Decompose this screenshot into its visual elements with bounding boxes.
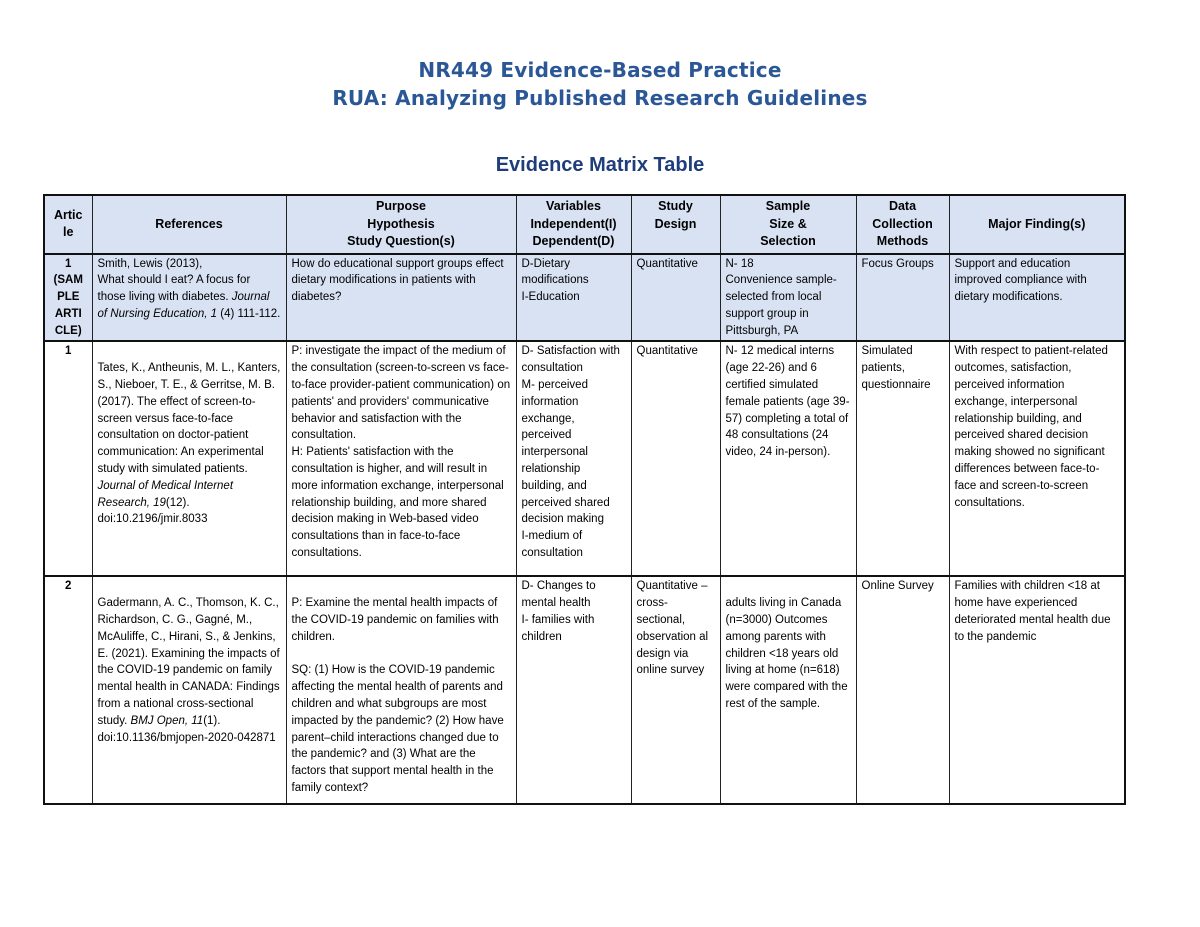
table-header-row — [44, 195, 1125, 254]
reference-cell — [92, 576, 286, 804]
variable-text: I-Education — [521, 291, 580, 304]
header-data-collection — [856, 195, 949, 254]
reference-journal: Journal of Medical Internet Research, 19 — [97, 479, 234, 509]
header-design-line: Study — [658, 199, 693, 214]
variable-text: D- Changes to mental health — [521, 580, 596, 610]
article-line: ARTI — [54, 307, 82, 320]
sample-text: Convenience sample- selected from local support group in Pittsburgh, PA — [725, 274, 837, 337]
purpose-cell — [286, 254, 516, 342]
findings-cell: Families with children <18 at home have experienced deteriorated mental health due to the pandemic — [949, 576, 1125, 804]
findings-cell: With respect to patient-related outcomes, satisfaction, perceived information exchange, interpersonal relationship building, and perceived shared decision making showed no significant differences between face-to-face and screen-to-screen consultations. — [949, 341, 1125, 576]
purpose-text: H: Patients' satisfaction with the consultation is higher, and will result in more information exchange, interpersonal relationship building, and more shared decision making in Web-based video consultations than in face-to-face consultations. — [291, 446, 504, 560]
header-article: Artic le — [44, 195, 92, 254]
purpose-text: P: Examine the mental health impacts of the COVID-19 pandemic on families with children. — [291, 597, 499, 643]
header-references: References — [92, 195, 286, 254]
header-data-line: Methods — [876, 234, 929, 248]
reference-text: (4) 111-112. — [220, 307, 281, 320]
header-variables-line: Dependent(D) — [532, 234, 615, 248]
reference-text: (1). doi:10.1136/bmjopen-2020-042871 — [97, 714, 276, 744]
purpose-text: SQ: (1) How is the COVID-19 pandemic affecting the mental health of parents and children and what subgroups are most impacted by the pandemic? (2) How have parent–child interactions changed due to the pandemic? and (3) What are the factors that support mental health in the family context? — [291, 664, 504, 795]
variables-cell — [516, 576, 631, 804]
matrix-title: Evidence Matrix Table — [495, 154, 705, 176]
variables-cell — [516, 254, 631, 342]
reference-text: Gadermann, A. C., Thomson, K. C., Richardson, C. G., Gagné, M., McAuliffe, C., Hirani, S., & Jenkins, E. (2021). Examining the impacts of the COVID-19 pandemic on family mental health in CANADA: Findings from a national cross-sectional study. — [97, 597, 280, 727]
purpose-text: How do educational support groups effect dietary modifications in patients with diabetes? — [291, 257, 504, 304]
table-row — [44, 341, 1125, 576]
article-line: 1 — [65, 257, 72, 270]
table-row — [44, 254, 1125, 342]
article-line: (SAM — [53, 274, 83, 287]
evidence-matrix-table — [43, 194, 1126, 805]
header-purpose — [286, 195, 516, 254]
purpose-cell — [286, 341, 516, 576]
variables-cell — [516, 341, 631, 576]
design-cell: Quantitative – cross-sectional, observation al design via online survey — [631, 576, 720, 804]
header-data-line: Data — [888, 199, 917, 213]
variable-text: M- perceived information exchange, perceived interpersonal relationship building, and perceived shared decision making — [521, 379, 610, 526]
reference-journal: Journal of Nursing Education, 1 — [97, 291, 270, 320]
document-subtitle: RUA: Analyzing Published Research Guidelines — [332, 86, 868, 110]
article-line: 1 — [65, 345, 72, 358]
purpose-cell — [286, 576, 516, 804]
header-purpose-line: Study Question(s) — [347, 234, 455, 248]
header-purpose-line: Purpose — [375, 199, 426, 213]
sample-cell — [720, 341, 856, 576]
reference-cell — [92, 254, 286, 342]
header-design — [631, 195, 720, 254]
design-cell: Quantitative — [631, 254, 720, 342]
sample-cell — [720, 254, 856, 342]
header-sample — [720, 195, 856, 254]
reference-cell — [92, 341, 286, 576]
sample-text: N- 12 medical interns (age 22-26) and 6 certified simulated female patients (age 39-57) completing a total of 48 consultations (24 video, 24 in-person). — [725, 345, 850, 459]
sample-cell — [720, 576, 856, 804]
data-collection-cell: Simulated patients, questionnaire — [856, 341, 949, 576]
design-cell: Quantitative — [631, 341, 720, 576]
header-purpose-line: Hypothesis — [367, 216, 435, 231]
article-line: 2 — [65, 580, 72, 593]
reference-text: (12). doi:10.2196/jmir.8033 — [97, 496, 208, 526]
article-number — [44, 576, 92, 804]
header-sample-line: Selection — [760, 234, 816, 248]
reference-text: Smith, Lewis (2013), — [97, 257, 203, 270]
article-line: PLE — [57, 291, 80, 304]
sample-text: N- 18 — [725, 257, 754, 270]
variable-text: I-medium of consultation — [521, 530, 583, 560]
header-sample-line: Sample — [765, 199, 811, 213]
header-data-line: Collection — [872, 216, 933, 231]
data-collection-cell: Online Survey — [856, 576, 949, 804]
article-number — [44, 254, 92, 342]
header-sample-line: Size & — [769, 216, 807, 231]
article-number — [44, 341, 92, 576]
header-variables — [516, 195, 631, 254]
variable-text: D-Dietary modifications — [521, 257, 589, 287]
reference-text: What should I eat? A focus for those living with diabetes. — [97, 274, 251, 304]
table-row — [44, 576, 1125, 804]
purpose-text: P: investigate the impact of the medium of the consultation (screen-to-screen vs face-to-face provider-patient communication) on patients' and providers' communicative behavior and satisfaction with the consultation. — [291, 345, 511, 442]
variable-text: D- Satisfaction with consultation — [521, 345, 620, 375]
header-findings: Major Finding(s) — [949, 195, 1125, 254]
reference-journal: BMJ Open, 11 — [130, 714, 204, 727]
reference-text: Tates, K., Antheunis, M. L., Kanters, S., Nieboer, T. E., & Gerritse, M. B. (2017). The effect of screen-to-screen versus face-to-face consultation on doctor-patient communication: An experimental study with simulated patients. — [97, 362, 281, 476]
header-variables-line: Independent(I) — [530, 216, 617, 231]
header-design-line: Design — [654, 216, 697, 231]
document-title: NR449 Evidence-Based Practice — [418, 58, 782, 82]
sample-text: adults living in Canada (n=3000) Outcomes among parents with children <18 years old living at home (n=618) were compared with the rest of the sample. — [725, 597, 848, 711]
findings-cell: Support and education improved compliance with dietary modifications. — [949, 254, 1125, 342]
article-line: CLE) — [54, 324, 82, 337]
header-variables-line: Variables — [546, 199, 601, 213]
variable-text: I- families with children — [521, 614, 595, 643]
data-collection-cell: Focus Groups — [856, 254, 949, 342]
